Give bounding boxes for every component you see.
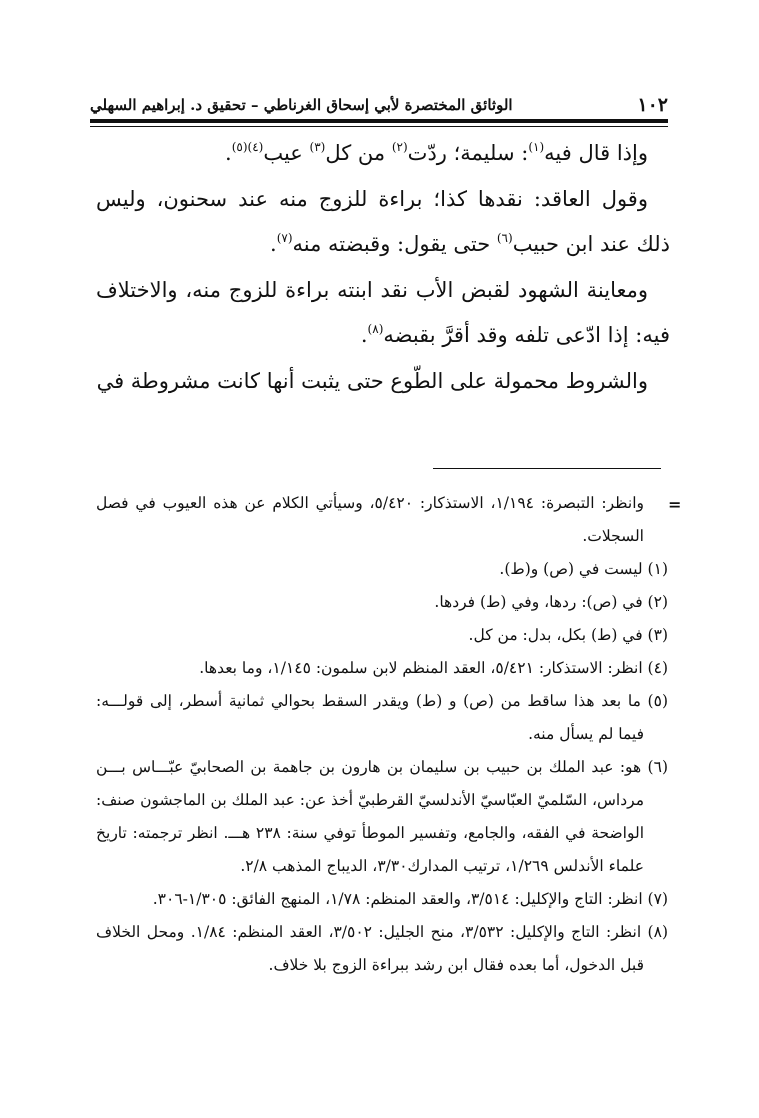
text-run: وإذا قال فيه <box>544 141 648 165</box>
text-run: . <box>360 323 368 347</box>
footnote-ref-7: (٧) <box>276 231 293 245</box>
footnote-1: (١) ليست في (ص) و(ط). <box>499 560 668 578</box>
footnote-6: (٦) هو: عبد الملك بن حبيب بن سليمان بن هارون بن جاهمة بن الصحابيّ عبّـــاس بـــن مرداس، السّلميّ العبّاسيّ الأندلسيّ القرطبيّ أخذ عن: عبد الملك بن الماجشون صنف: الواضحة في الفقه، والجامع، وتفسير الموطأ توفي سنة: ٢٣٨ هـــ. انظر ترجمته: تاريخ علماء الأندلس ١/٢٦٩، ترتيب المدارك٣/٣٠، الديباج المذهب ٢/٨. <box>96 758 668 875</box>
text-run: حتى يقول: وقبضته منه <box>292 232 497 256</box>
text-run: : سليمة؛ ردّت <box>407 141 529 165</box>
footnote-2: (٢) في (ص): ردها، وفي (ط) فردها. <box>434 593 668 611</box>
page-header <box>90 84 668 118</box>
header-rule-thick <box>90 119 668 123</box>
footnote-ref-1: (١) <box>528 140 545 154</box>
text-run: من كل <box>325 141 392 165</box>
page-number: ١٠٢ <box>637 94 668 116</box>
text-run: . <box>270 232 277 256</box>
footnote-8: (٨) انظر: التاج والإكليل: ٣/٥٣٢، منح الجليل: ٣/٥٠٢، العقد المنظم: ١/٨٤. ومحل الخلاف قبل الدخول، أما بعده فقال ابن رشد ببراءة الزوج بلا خلاف. <box>96 923 668 974</box>
text-run: عيب <box>263 141 310 165</box>
footnote-ref-5: (٥) <box>231 140 248 154</box>
footnotes <box>96 487 668 982</box>
text-run: ومعاينة الشهود لقبض الأب نقد ابنته براءة للزوج منه، والاختلاف فيه: إذا ادّعى تلفه وقد أقرَّ بقبضه <box>96 277 670 347</box>
paragraph-2 <box>96 177 670 268</box>
header-rule-thin <box>90 126 668 127</box>
footnote-ref-2: (٢) <box>391 140 408 154</box>
footnote-ref-6: (٦) <box>496 231 513 245</box>
footnote-continuation: وانظر: التبصرة: ١/١٩٤، الاستذكار: ٥/٤٢٠، وسيأتي الكلام عن هذه العيوب في فصل السجلات. <box>96 494 644 545</box>
continuation-mark: = <box>668 495 682 514</box>
running-title: الوثائق المختصرة لأبي إسحاق الغرناطي – تحقيق د. إبراهيم السهلي <box>90 96 513 114</box>
footnote-ref-4: (٤) <box>247 140 264 154</box>
footnote-3: (٣) في (ط) بكل، بدل: من كل. <box>468 626 668 644</box>
footnote-separator <box>433 468 661 469</box>
footnote-ref-3: (٣) <box>309 140 326 154</box>
text-run: . <box>225 141 232 165</box>
paragraph-3 <box>96 268 670 359</box>
footnote-7: (٧) انظر: التاج والإكليل: ٣/٥١٤، والعقد المنظم: ١/٧٨، المنهج الفائق: ١/٣٠٥-٣٠٦. <box>152 890 668 908</box>
main-text <box>96 131 670 404</box>
footnote-4: (٤) انظر: الاستذكار: ٥/٤٢١، العقد المنظم لابن سلمون: ١/١٤٥، وما بعدها. <box>199 659 668 677</box>
paragraph-1 <box>96 131 670 177</box>
paragraph-4: والشروط محمولة على الطّوع حتى يثبت أنها كانت مشروطة في <box>96 368 648 393</box>
footnote-5: (٥) ما بعد هذا ساقط من (ص) و (ط) ويقدر السقط بحوالي ثمانية أسطر، إلى قولـــه: فيما لم يسأل منه. <box>96 692 668 743</box>
footnote-ref-8: (٨) <box>367 322 384 336</box>
text-run: وقول العاقد: نقدها كذا؛ براءة للزوج منه عند سحنون، وليس ذلك عند ابن حبيب <box>96 186 670 256</box>
